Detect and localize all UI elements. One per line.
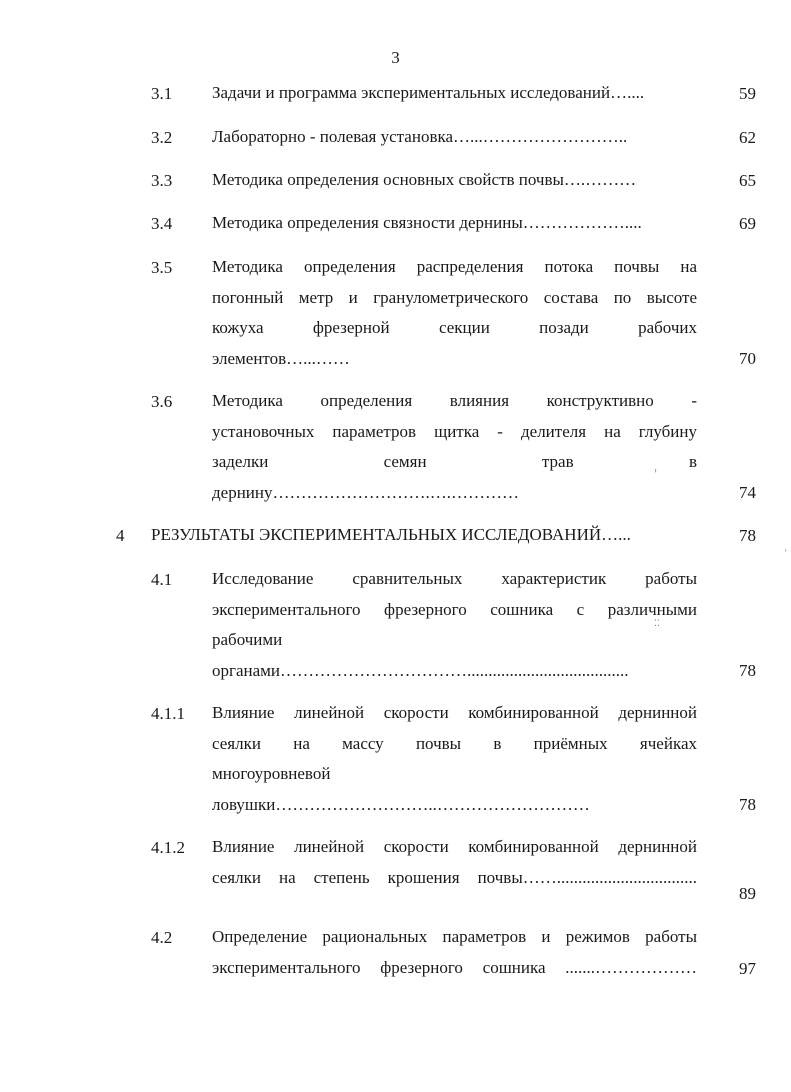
toc-entry-title: Методика определения распределения потока почвы на погонный метр и гранулометрического состава по высоте кожуха фрезерной секции позади рабочих элементов…...…… [212,257,697,368]
toc-entry-number: 3.3 [151,171,173,190]
toc-entry-number: 3.5 [151,258,173,277]
page-number: 3 [391,48,400,67]
scan-speck: ⁚⁚ [654,618,660,628]
scan-speck: ' [785,548,787,558]
toc-entry-title: Влияние линейной скорости комбинированной дернинной сеялки на массу почвы в приёмных ячейках многоуровневой ловушки………………………..……………………… [212,703,697,814]
toc-entry-number: 3.1 [151,84,173,103]
toc-entry-title: Лабораторно - полевая установка…...…………………….. [212,127,628,146]
toc-entry-title: Определение рациональных параметров и режимов работы экспериментального фрезерного сошника .......……………… [212,927,697,977]
toc-entry-page: 97 [739,959,756,978]
toc-entry-page: 59 [739,84,756,103]
toc-entry-title: Методика определения связности дернины……………….... [212,213,642,232]
toc-entry-page: 70 [739,349,756,368]
toc-entry-page: 89 [739,884,756,903]
toc-entry-page: 62 [739,128,756,147]
toc-entry-page: 78 [739,526,756,545]
toc-entry-title: РЕЗУЛЬТАТЫ ЭКСПЕРИМЕНТАЛЬНЫХ ИССЛЕДОВАНИЙ…... [151,525,631,544]
scan-speck: ⸯ [653,470,659,480]
toc-entry-page: 74 [739,483,756,502]
toc-entry-page: 78 [739,795,756,814]
toc-entry-number: 3.2 [151,128,173,147]
toc-entry-title: Исследование сравнительных характеристик работы экспериментального фрезерного сошника с различными рабочими органами……………………………...................................... [212,569,697,680]
toc-entry-number: 4 [116,526,125,545]
toc-entry-title: Методика определения основных свойств почвы….……… [212,170,637,189]
toc-entry-number: 4.1 [151,570,173,589]
toc-entry-page: 65 [739,171,756,190]
toc-entry-title: Методика определения влияния конструктивно - установочных параметров щитка - делителя на глубину заделки семян трав в дернину……………………….….………… [212,391,697,502]
toc-entry-title: Влияние линейной скорости комбинированной дернинной сеялки на степень крошения почвы……................................. [212,837,697,887]
toc-entry-number: 4.1.1 [151,704,185,723]
toc-entry-number: 4.1.2 [151,838,185,857]
toc-entry-number: 4.2 [151,928,173,947]
toc-entry-page: 69 [739,214,756,233]
toc-entry-page: 78 [739,661,756,680]
toc-entry-number: 3.4 [151,214,173,233]
toc-entry-title: Задачи и программа экспериментальных исследований….... [212,83,645,102]
toc-entry-number: 3.6 [151,392,173,411]
